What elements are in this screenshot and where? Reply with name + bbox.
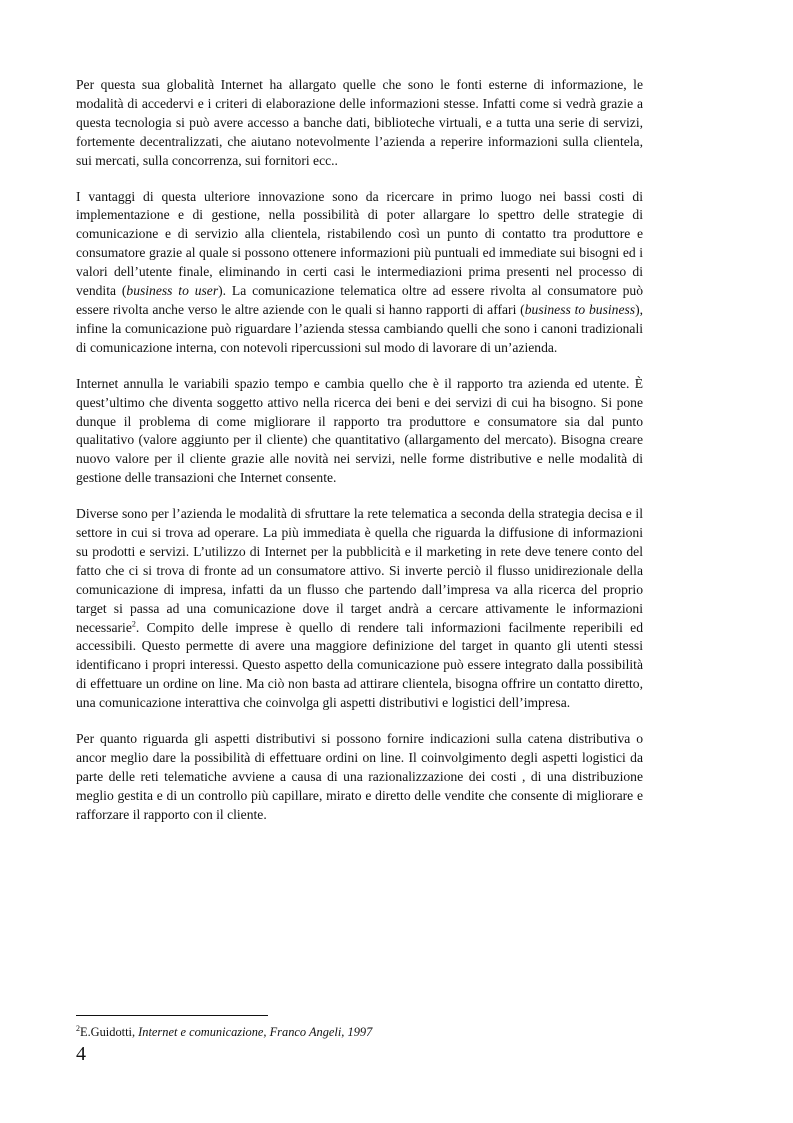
paragraph-4-text-b: . Compito delle imprese è quello di rendere tali informazioni facilmente reperibili ed accessibili. Questo permette di avere una maggiore definizione del target in quanto gli utenti stessi identificano i propri interessi. Questo aspetto della comunicazione può essere integrato dalla possibilità di effettuare un ordine on line. Ma ciò non basta ad attirare clientela, bisogna offrire un contatto diretto, una comunicazione interattiva che coinvolga gli aspetti distributivi e logistici dell’impresa.: [76, 619, 643, 711]
paragraph-2: [76, 188, 643, 358]
paragraph-4: [76, 505, 643, 713]
paragraph-2-italic-b: business to business: [524, 301, 636, 317]
footnote-title: Internet e comunicazione, Franco Angeli, 1997: [138, 1025, 373, 1039]
paragraph-2-text-b: ). La comunicazione telematica oltre ad essere rivolta al consumatore può essere rivolta anche verso le altre aziende con le quali si hanno rapporti di affari (: [76, 283, 644, 317]
footnote-number: 2: [76, 1023, 80, 1033]
footnote-divider: [76, 1015, 268, 1016]
paragraph-1: Per questa sua globalità Internet ha allargato quelle che sono le fonti esterne di informazione, le modalità di accedervi e i criteri di elaborazione delle informazioni stesse. Infatti come si vedrà grazie a questa tecnologia si può avere accesso a banche dati, biblioteche virtuali, e a tutta una serie di servizi, fortemente decentralizzati, che aiutano notevolmente l’azienda a reperire informazioni sulla clientela, sui mercati, sulla concorrenza, sui fornitori ecc..: [76, 77, 643, 168]
paragraph-2-italic-a: business to user: [126, 283, 219, 299]
paragraph-2-text-c: ), infine la comunicazione può riguardare l’azienda stessa cambiando quelli che sono i canoni tradizionali di comunicazione interna, con notevoli ripercussioni sul modo di lavorare di un’azienda.: [76, 301, 643, 355]
paragraph-2-text-a: I vantaggi di questa ulteriore innovazione sono da ricercare in primo luogo nei bassi costi di implementazione e di gestione, nella possibilità di poter allargare lo spettro delle strategie di comunicazione e di servizio alla clientela, ristabilendo così un punto di contatto tra produttore e consumatore grazie al quale si possono ottenere informazioni più puntuali ed immediate sui bisogni ed i valori dell’utente finale, eliminando in certi casi le intermediazioni prima presenti nel processo di vendita (: [76, 188, 643, 299]
footnote-author: E.Guidotti,: [80, 1025, 139, 1039]
paragraph-4-text-a: Diverse sono per l’azienda le modalità di sfruttare la rete telematica a seconda della strategia decisa e il settore in cui si trova ad operare. La più immediata è quella che riguarda la diffusione di informazioni su prodotti e servizi. L’utilizzo di Internet per la pubblicità e il marketing in rete deve tenere conto del fatto che ci si trova di fronte ad un consumatore attivo. Si inverte perciò il flusso unidirezionale della comunicazione di impresa, infatti da un flusso che partendo dall’impresa va alla ricerca del proprio target si passa ad una comunicazione dove il target andrà a cercare attivamente le informazioni necessarie: [76, 506, 643, 635]
page-body: [76, 76, 643, 842]
paragraph-3: Internet annulla le variabili spazio tempo e cambia quello che è il rapporto tra azienda ed utente. È quest’ultimo che diventa soggetto attivo nella ricerca dei beni e dei servizi di cui ha bisogno. Si pone dunque il problema di come migliorare il rapporto tra produttore e consumatore sia dal punto qualitativo (valore aggiunto per il cliente) che quantitativo (allargamento del mercato). Bisogna creare nuovo valore per il cliente grazie alle novità nei servizi, nelle forme distributive e nelle modalità di gestione delle transazioni che Internet consente.: [76, 375, 643, 486]
paragraph-5: Per quanto riguarda gli aspetti distributivi si possono fornire indicazioni sulla catena distributiva o ancor meglio dare la possibilità di effettuare ordini on line. Il coinvolgimento degli aspetti logistici da parte delle reti telematiche avviene a causa di una razionalizzazione dei costi , di una distribuzione meglio gestita e di un controllo più capillare, mirato e diretto delle vendite che consente di migliorare e rafforzare il rapporto con il cliente.: [76, 731, 643, 822]
footnote-reference[interactable]: 2: [131, 619, 136, 629]
footnote: [76, 1025, 676, 1040]
page-number: 4: [76, 1043, 86, 1065]
